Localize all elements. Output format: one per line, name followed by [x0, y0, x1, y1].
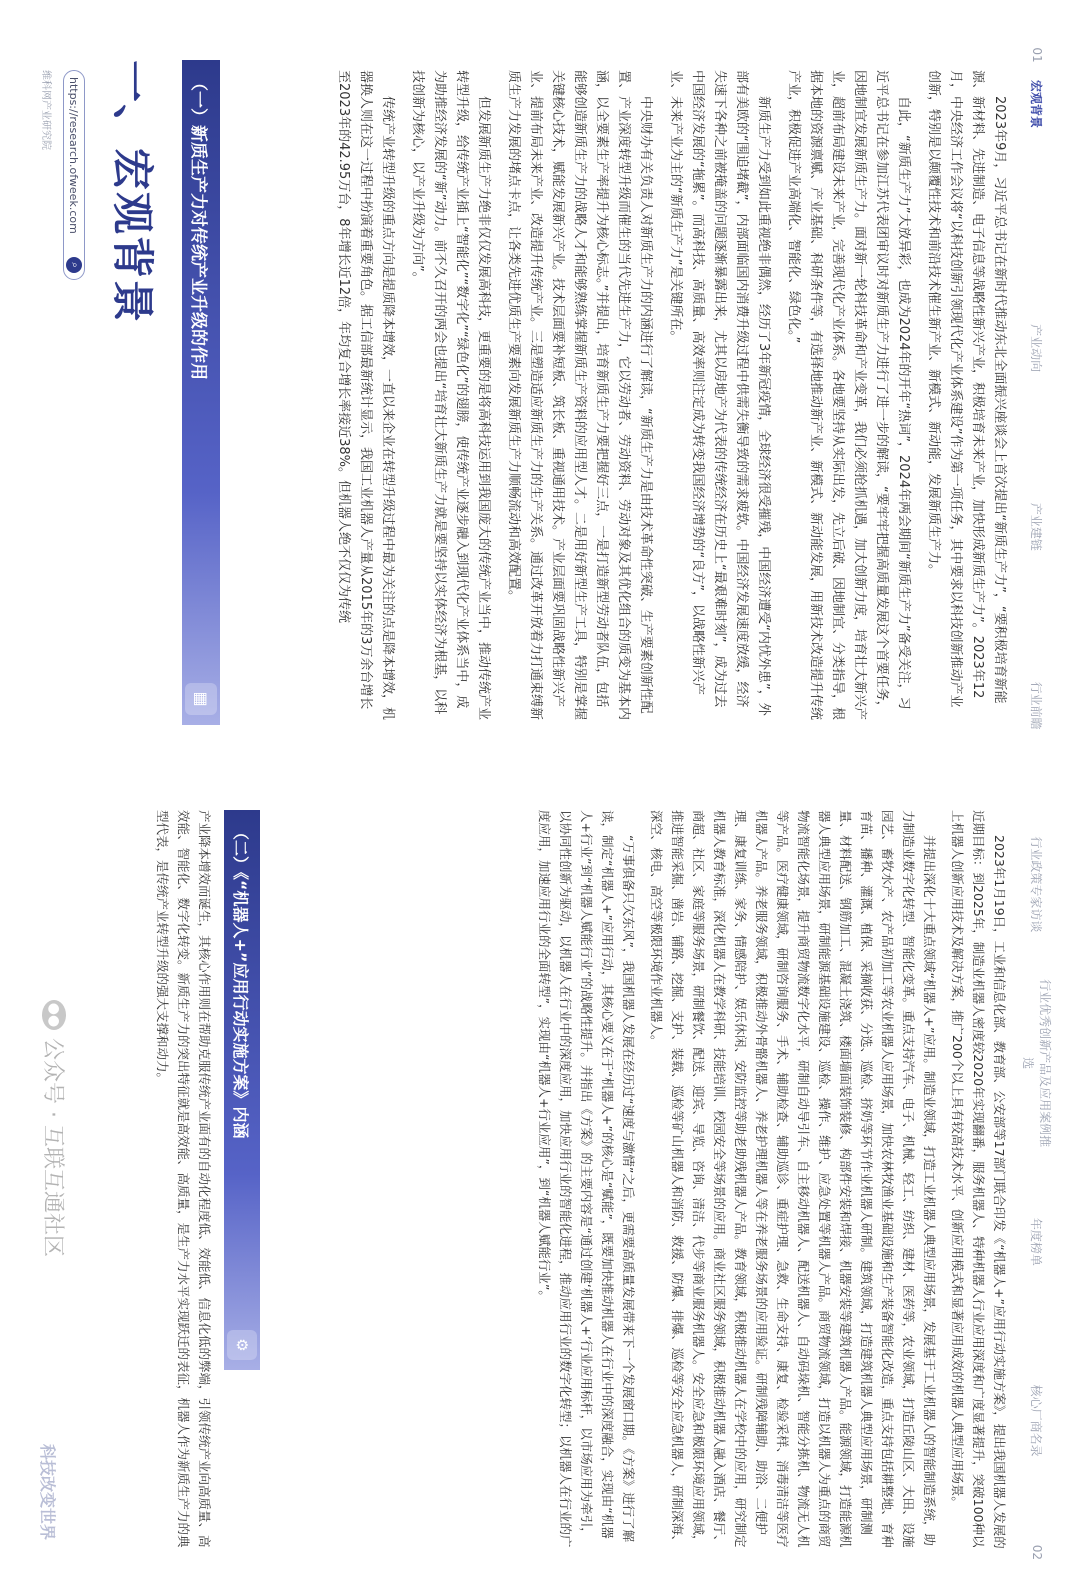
factory-icon: ▦	[185, 683, 217, 715]
nav-item-chain-building[interactable]: 产业建链	[1029, 502, 1044, 551]
brand-logo: 科技改变世界	[38, 1443, 57, 1540]
nav-item-expert-interview[interactable]: 行业政策专家访谈	[1029, 836, 1044, 933]
wechat-watermark	[39, 1000, 70, 1257]
brand-tag: 维科网产业研究院	[40, 70, 51, 150]
page-title: 一、宏观背景	[108, 60, 157, 325]
section-nav	[1022, 30, 1052, 1560]
page-number-right: 02	[1030, 1544, 1044, 1560]
left-page	[10, 0, 1020, 795]
site-url-pill[interactable]	[63, 70, 85, 280]
nav-item-industry-trends[interactable]: 产业动向	[1029, 324, 1044, 373]
page-number-left: 01	[1030, 47, 1044, 63]
paragraph: 传统产业转型升级的重点方向是提质降本增效，一直以来企业在转型升级过程中最为关注的点是降本增效，机器换人则在这一过程中扮演着重要角色。据工信部最新统计显示，我国工业机器人产量从2015年的3万余台增长至2023年的42.95万台，8年增长近12倍，年均复合增长率接近38%。但机器人绝不仅仅为传统	[336, 70, 395, 721]
left-body-text	[230, 70, 1010, 720]
nav-item-outlook[interactable]: 行业前瞻	[1029, 681, 1044, 730]
nav-item-macro[interactable]: 宏观背景	[1029, 80, 1044, 129]
wechat-icon: ●●	[43, 1000, 67, 1030]
paragraph: “万事俱备只欠东风”，我国机器人发展在经历过“速度与激情”之后，更需要高质量发展带来下一个发展窗口期。《方案》进行了解读，制定“机器人+”应用行动，其核心要义在于“机器人+”的核心是“赋能”，既要加快推动机器人在行业中的深度融合，实现由“机器人+行业”到“机器人赋能行业”的战略性提升。并指出《方案》的主要内容是“通过创建‘机器人+’行业应用标杆，以市场应用为牵引，以协同性创新为驱动，以机器人在行业中的深度应用，加快应用行业的智能化进程，推动应用行业的数字化转型；以机器人在行业的广度应用，加速应用行业的全面转型”，实现由“机器人+行业应用”，到“机器人赋能行业”。	[537, 810, 636, 1548]
nav-item-annual-list[interactable]: 年度榜单	[1029, 1217, 1044, 1266]
robot-icon: ⚙	[227, 1330, 257, 1360]
paragraph: 2023年1月19日，工业和信息化部、教育部、公安部等17部门联合印发《“机器人+”应用行动实施方案》，提出我国机器人发展的近期目标：到2025年，制造业机器人密度较2020年实现翻番，服务机器人、特种机器人行业应用深度和广度显著提升，突破100种以上机器人创新应用技术及解决方案，推广200个以上具有较高技术水平、创新应用模式和显著应用成效的机器人典型应用场景。	[950, 810, 1007, 1549]
watermark-text: 公众号 · 互联互通社区	[40, 1038, 65, 1257]
section-title: （一）新质生产力对传统产业升级的作用	[188, 74, 209, 380]
section-banner-2	[224, 810, 260, 1370]
right-body-text	[270, 810, 1010, 1550]
paragraph: 2023年9月，习近平总书记在新时代推动东北全面振兴座谈会上首次提出“新质生产力”，“要积极培育新能源、新材料、先进制造、电子信息等战略性新兴产业，积极培育未来产业，加快形成新质生产力”。2023年12月，中央经济工作会议将“以科技创新引领现代化产业体系建设”作为第一项任务，其中要求以科技创新推动产业创新，特别是以颠覆性技术和前沿技术催生新产业、新模式、新动能，发展新质生产力。	[926, 70, 1007, 708]
right-intro-text	[75, 810, 215, 1550]
section-banner-1	[182, 60, 220, 725]
nav-item-innovation-cases[interactable]: 行业优秀创新产品及应用案例推选	[1021, 979, 1052, 1148]
right-page	[10, 800, 1020, 1560]
paragraph: 新质生产力受到如此重视绝非偶然，经历了3年新冠疫情，全球经济很受摧残，中国经济遭受“内忧外患”，外部有美欧的“围追堵截”，内部面临国内消费升级过程中供需失衡导致的需求疲软。中国经济发展速度放缓，经济失速下各种之前被掩盖的问题逐渐暴露出来，尤其以房地产为代表的传统经济在历史上“最艰难时刻”，成为过去中国经济发展的“拖累”。而高科技、高质量、高效率则注定成为转变我国经济增势的“良方”，以战略性新兴产业、未来产业为主的“新质生产力”是关键所在。	[668, 70, 771, 716]
nav-item-vendor-directory[interactable]: 核心厂商名录	[1029, 1384, 1044, 1457]
site-url: https://research.ofweek.com	[67, 77, 81, 234]
search-icon: ⌕	[66, 257, 82, 273]
paragraph: 中央财办有关负责人对新质生产力的内涵进行了解读，“新质生产力是由技术革命性突破、生产要素创新性配置、产业深度转型升级而催生的当代先进生产力，它以劳动者、劳动资料、劳动对象及其优化组合的质变为基本内涵，以全要素生产率提升为核心标志。”并提出，培育新质生产力要把握好三点，一是打造新型劳动者队伍，包括能够创造新质生产力的战略人才和能够熟练掌握新质生产资料的应用型人才。二是用好新型生产工具，特别是掌握关键核心技术，赋能发展新兴产业。技术层面要补短板、筑长板、重视通用技术。产业层面要巩固战略性新兴产业、提前布局未来产业、改造提升传统产业。三是塑造适应新质生产力的生产关系。通过改革开放着力打通束缚新质生产力发展的堵点卡点，让各类先进优质生产要素向发展新质生产力顺畅流动和高效配置。	[506, 70, 653, 721]
paragraph: 产业降本增效而诞生，其核心作用则在帮助克服传统产业面有的自动化程度低、效能低、信息化低的弊端，引领传统产业向高质量、高效能、智能化、数字化转变。新质生产力的突出特征就是高效能、高质量，是生产力水平实现跃迁的表征，机器人作为新质生产力的典型代表，是传统产业转型升级的强大支撑和动力。	[155, 810, 212, 1548]
paragraph: 但发展新质生产力绝非仅仅发展高科技，更重要的是将高科技运用到我国庞大的传统产业当中，推动传统产业转型升级，给传统产业插上“智能化”“数字化”“绿色化”的翅膀，使传统产业逐步融入到现代化产业体系当中，成为助推经济发展的“新”动力。前不久召开的两会也提出“培育壮大新质生产力就是要坚持以实体经济为根基，以科技创新为核心，以产业升级为方向”。	[410, 70, 491, 721]
section-title: （二）《“机器人+”应用行动实施方案》内涵	[231, 824, 251, 1139]
paragraph: 并提出深化十大重点领域“机器人+”应用。制造业领域，打造工业机器人典型应用场景，发展基于工业机器人的智能制造系统，助力制造业数字化转型、智能化变革。重点支持汽车、电子、机械、轻工、纺织、建材、医药等，农业领域，打造丘陵山区、大田、设施园艺、畜牧水产、农产品初加工等农业机器人应用场景，加快农林牧渔业基础设施和生产装备智能化改造，重点支持包括耕整地、育种育苗、播种、灌溉、植保、采摘收获、分选、巡检、挤奶等环节作业机器人研制。建筑领域，打造建筑机器人典型应用场景，研制测量、材料配送、钢筋加工、混凝土浇筑、楼面墙面装饰装修、构部件安装和焊接、机器安装等建筑机器人产品。能源领域，打造能源机器人典型应用场景，研制能源基础设施建设、巡检、操作、维护、应急处置等机器人产品。商贸物流领域，打造以机器人为重点的商贸物流智能化场景，提升商贸物流数字化水平，研制自动导引车、自主移动机器人、配送机器人、自动码垛机、智能分拣机、物流无人机等产品。医疗健康领域，研制咨询服务、手术、辅助检查、辅助巡诊、重症护理、急救、生命支持、康复、检验采样、消毒清洁等医疗机器人产品。养老服务领域，积极推动外骨骼机器人、养老护理机器人等在养老服务场景的应用验证。研制残障辅助、助浴、二便护理、康复训练、家务、情感陪护、娱乐休闲、安防监控等助老助残机器人产品。教育领域，积极推动机器人在学校中的应用，研究制定机器人教育标准，深化机器人在教学科研、技能培训、校园安全等场景的应用。商业社区服务领域，积极推动机器人融入酒店、餐厅、商超、社区、家庭等服务场景，研制餐饮、配送、迎宾、导览、咨询、清洁、代步等商业服务机器人。安全应急和极限环境应用领域，推进智能采掘、凿岩、铺路、挖掘、支护、装载、巡检等矿山机器人和消防、救援、防爆、排爆、巡检等安全应急机器人，研制深海、深空、核电、高空等极限环境作业机器人。	[649, 810, 937, 1548]
paragraph: 自此，“新质生产力”大放异彩，也成为2024年的开年“热词”，2024年两会期间“新质生产力”备受关注，习近平总书记在参加江苏代表团审议时对新质生产力进行了进一步的解读，“要牢牢把握高质量发展这个首要任务，因地制宜发展新质生产力。面对新一轮科技革命和产业变革，我们必须抢抓机遇，加大创新力度，培育壮大新兴产业，超前布局建设未来产业，完善现代化产业体系。各地要坚持从实际出发，先立后破、因地制宜、分类指导，根据本地的资源禀赋、产业基础、科研条件等，有选择地推动新产业、新模式、新动能发展，用新技术改造提升传统产业，积极促进产业高端化、智能化、绿色化。”	[786, 70, 911, 721]
